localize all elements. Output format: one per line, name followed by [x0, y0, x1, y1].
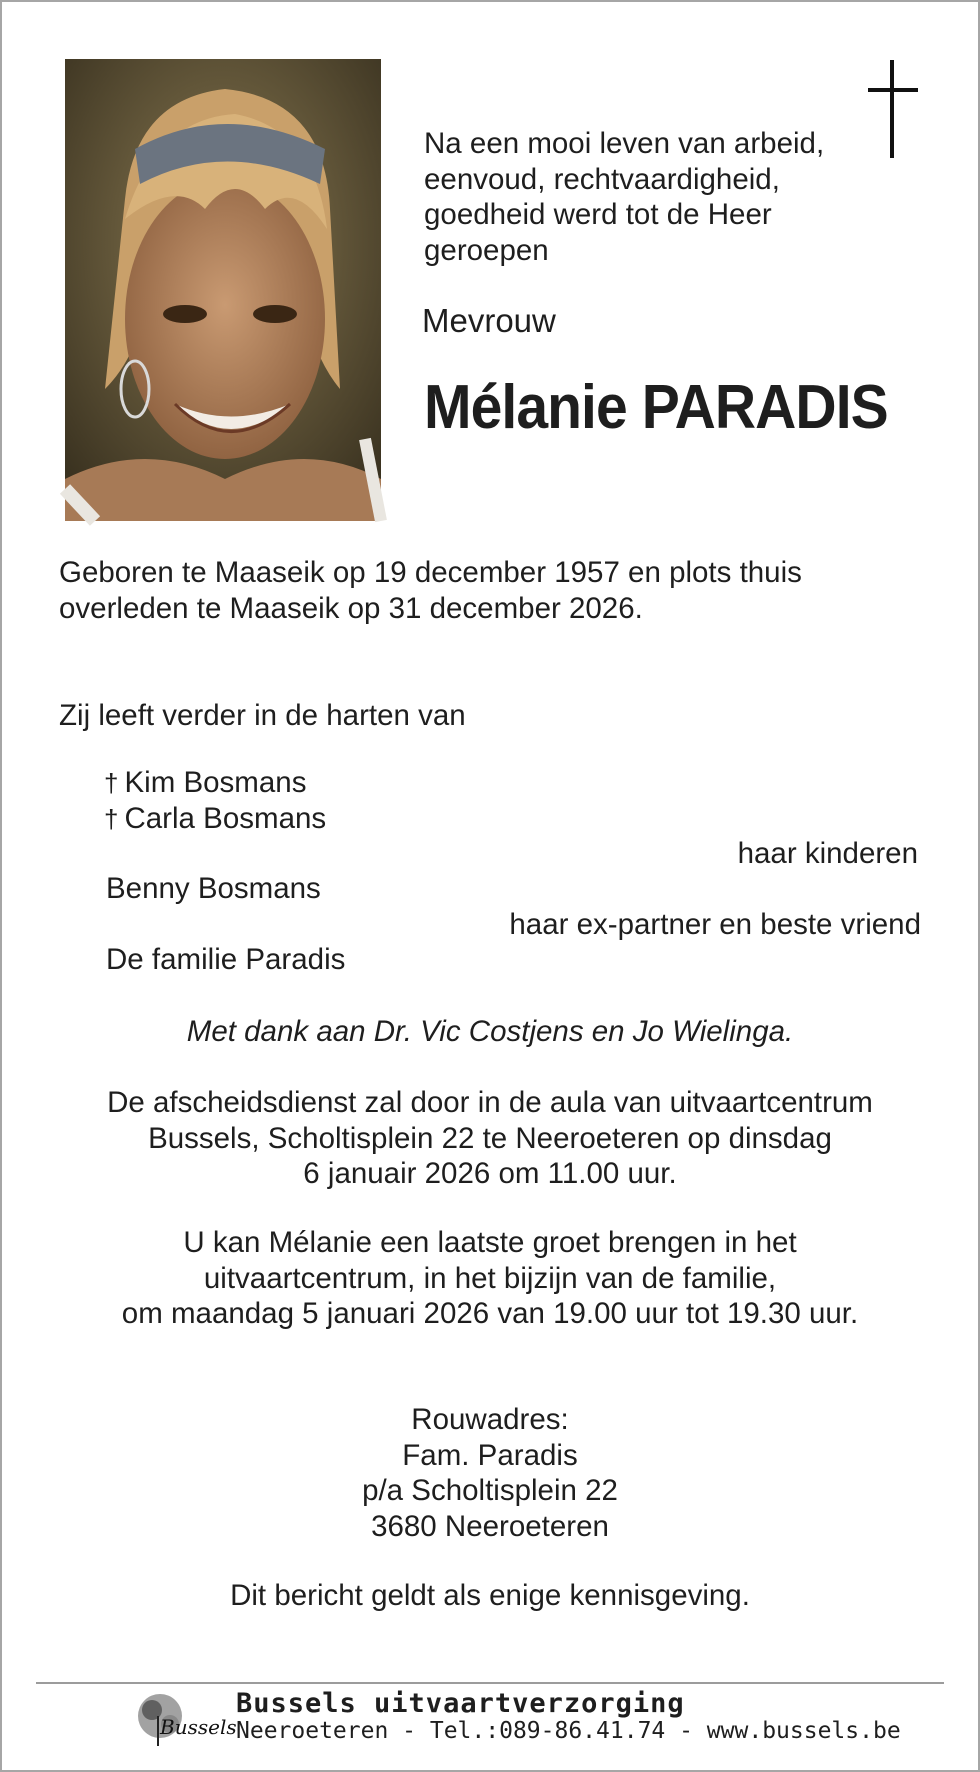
- intro-line: eenvoud, rechtvaardigheid,: [424, 162, 780, 196]
- visit-line: U kan Mélanie een laatste groet brengen in het: [183, 1226, 797, 1259]
- born-line: overleden te Maaseik op 31 december 2026.: [59, 591, 643, 625]
- born-line: Geboren te Maaseik op 19 december 1957 en plots thuis: [59, 556, 802, 589]
- address-line: Rouwadres:: [411, 1403, 569, 1436]
- intro-line: goedheid werd tot de Heer: [424, 198, 772, 231]
- service-line: De afscheidsdienst zal door in de aula van uitvaartcentrum: [107, 1086, 873, 1119]
- family-role: haar kinderen: [737, 837, 918, 870]
- family-member: De familie Paradis: [106, 943, 346, 976]
- intro-line: Na een mooi leven van arbeid,: [424, 127, 825, 160]
- bussels-logo-icon: [130, 1690, 237, 1752]
- mourning-address: [40, 1402, 940, 1544]
- notice-text: Dit bericht geldt als enige kennisgeving.: [230, 1579, 750, 1612]
- family-member: Benny Bosmans: [106, 872, 321, 905]
- service-line: Bussels, Scholtisplein 22 te Neeroeteren op dinsdag: [148, 1121, 832, 1155]
- visit-line: uitvaartcentrum, in het bijzijn van de familie,: [203, 1261, 777, 1295]
- service-line: 6 januair 2026 om 11.00 uur.: [303, 1157, 677, 1190]
- footer-company: Bussels uitvaartverzorging: [236, 1688, 685, 1719]
- title-prefix: Mevrouw: [422, 302, 556, 339]
- address-line: 3680 Neeroeteren: [371, 1509, 609, 1543]
- dagger-icon: †: [104, 768, 119, 798]
- footer-divider: [36, 1682, 944, 1684]
- lives-on-text: Zij leeft verder in de harten van: [59, 699, 466, 732]
- footer-contact[interactable]: Neeroeteren - Tel.:089-86.41.74 - www.bussels.be: [236, 1718, 901, 1744]
- family-member: † Kim Bosmans: [104, 766, 307, 799]
- family-role: haar ex-partner en beste vriend: [509, 908, 921, 941]
- birth-death-text: [59, 555, 939, 626]
- family-member: † Carla Bosmans: [104, 802, 327, 835]
- service-text: [40, 1085, 940, 1192]
- portrait-photo: [65, 59, 381, 521]
- address-line: Fam. Paradis: [402, 1438, 578, 1472]
- dagger-icon: †: [104, 804, 119, 834]
- thanks-text: Met dank aan Dr. Vic Costjens en Jo Wielinga.: [186, 1015, 794, 1048]
- logo-text: Bussels: [160, 1715, 237, 1739]
- deceased-name: Mélanie PARADIS: [424, 373, 888, 442]
- intro-text: [424, 126, 864, 268]
- visit-line: om maandag 5 januari 2026 van 19.00 uur tot 19.30 uur.: [121, 1297, 859, 1330]
- address-line: p/a Scholtisplein 22: [362, 1474, 618, 1507]
- visit-text: [40, 1225, 940, 1332]
- cross-icon: [860, 60, 920, 160]
- intro-line: geroepen: [424, 233, 549, 267]
